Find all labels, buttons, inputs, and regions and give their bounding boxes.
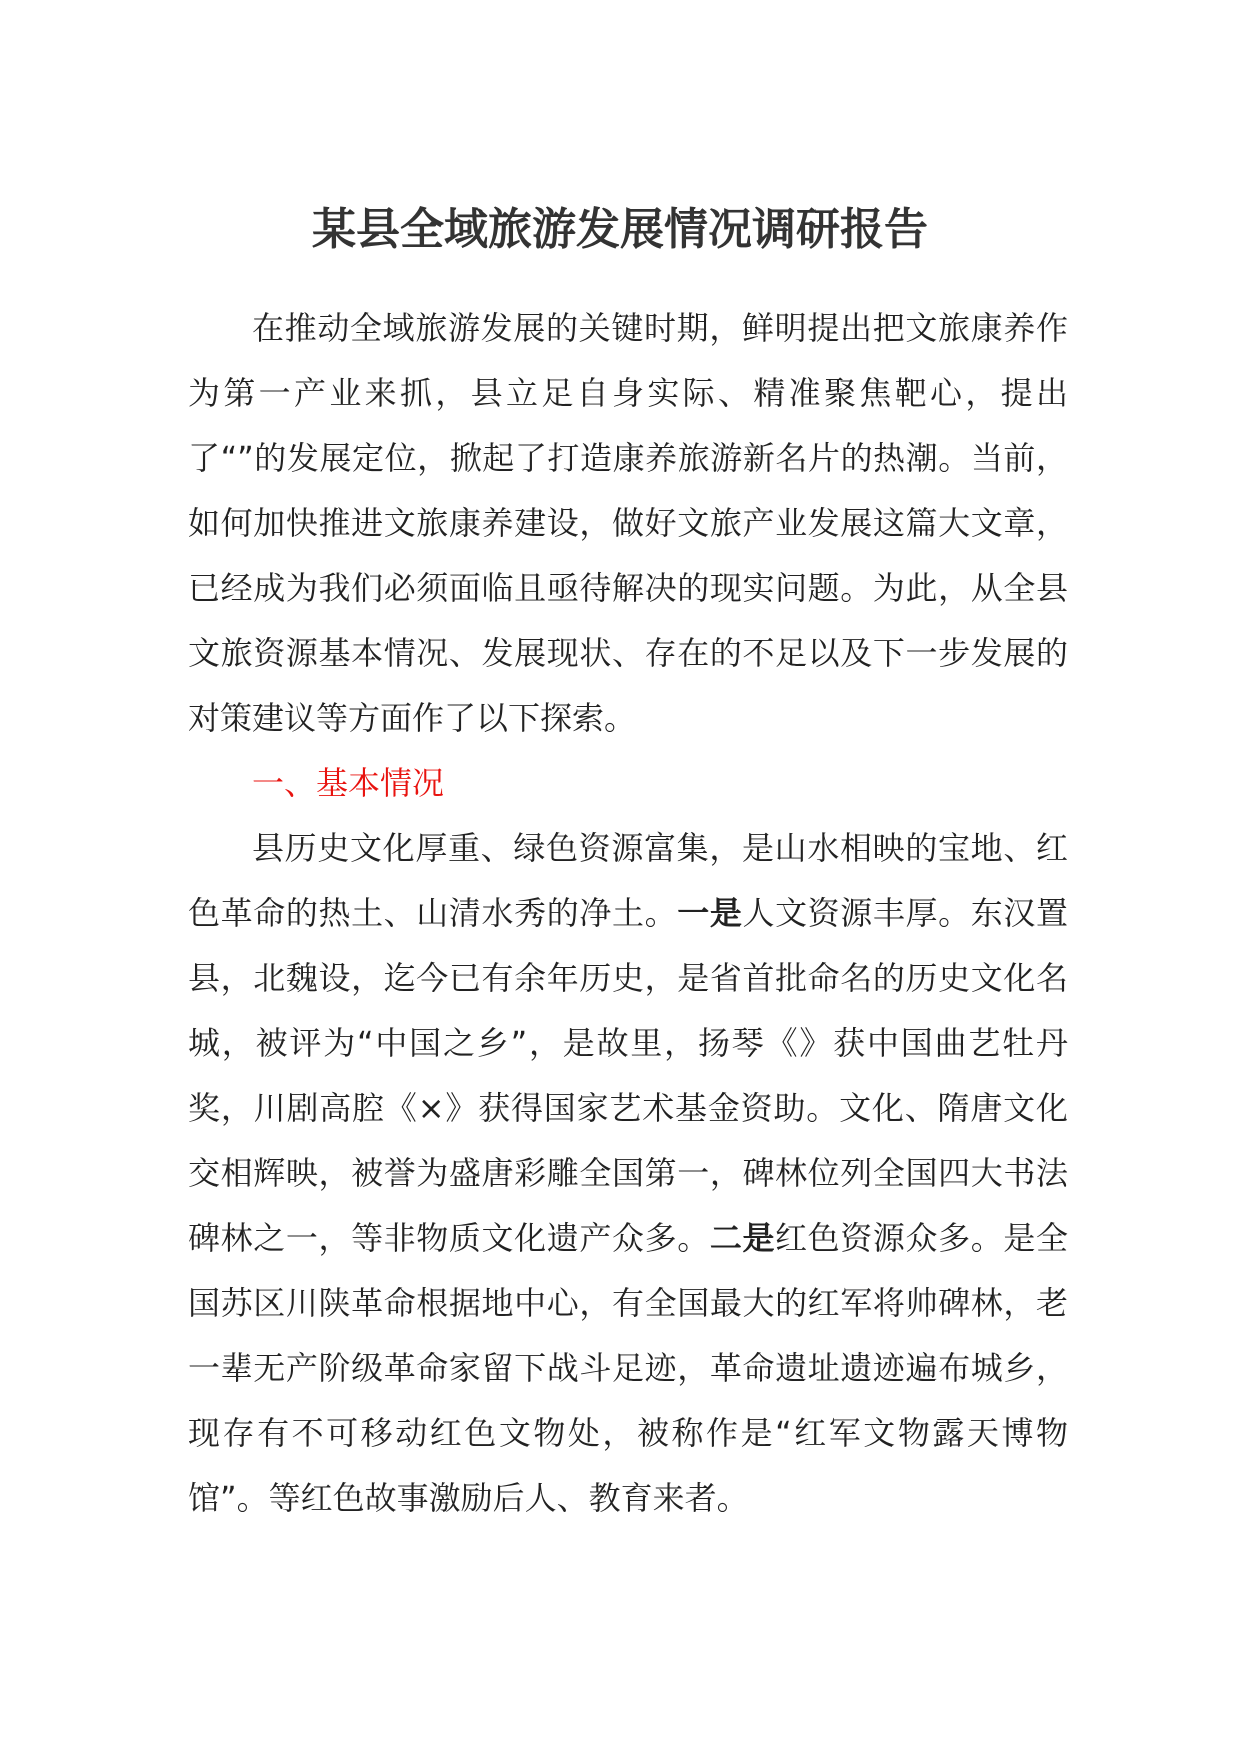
paragraph-lead-text: 县历史文化厚重、绿色资源富集，是山水相映的宝地、红色革命的热土、山清水秀的净土。 xyxy=(188,829,1068,932)
document-title: 某县全域旅游发展情况调研报告 xyxy=(312,204,928,255)
point-marker-one: 一是 xyxy=(677,894,743,932)
intro-paragraph: 在推动全域旅游发展的关键时期，鲜明提出把文旅康养作为第一产业来抓，县立足自身实际、精准聚焦靶心，提出了“”的发展定位，掀起了打造康养旅游新名片的热潮。当前，如何加快推进文旅康养建设，做好文旅产业发展这篇大文章，已经成为我们必须面临且亟待解决的现实问题。为此，从全县文旅资源基本情况、发展现状、存在的不足以及下一步发展的对策建议等方面作了以下探索。 xyxy=(188,309,1068,737)
section-heading-basic-situation: 一、基本情况 xyxy=(252,764,445,802)
basic-situation-paragraph xyxy=(188,816,1068,1531)
point-one-text: 人文资源丰厚。东汉置县，北魏设，迄今已有余年历史，是省首批命名的历史文化名城，被评为“中国之乡”，是故里，扬琴《》获中国曲艺牡丹奖，川剧高腔《×》获得国家艺术基金资助。文化、隋唐文化交相辉映，被誉为盛唐彩雕全国第一，碑林位列全国四大书法碑林之一，等非物质文化遗产众多。 xyxy=(188,894,1068,1257)
point-two-text: 红色资源众多。是全国苏区川陕革命根据地中心，有全国最大的红军将帅碑林，老一辈无产阶级革命家留下战斗足迹，革命遗址遗迹遍布城乡，现存有不可移动红色文物处，被称作是“红军文物露天博物馆”。等红色故事激励后人、教育来者。 xyxy=(188,1219,1068,1517)
document-body xyxy=(188,296,1068,1531)
point-marker-two: 二是 xyxy=(709,1219,776,1257)
